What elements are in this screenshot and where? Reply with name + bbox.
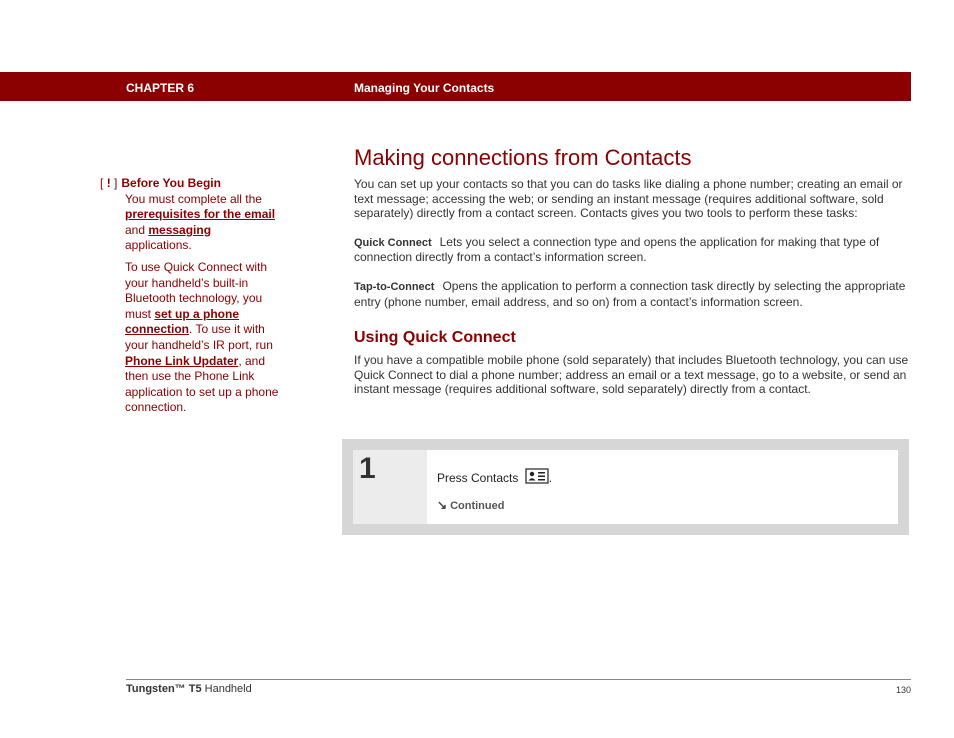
phone-link-updater-link[interactable]: Phone Link Updater (125, 353, 239, 368)
step-number: 1 (359, 452, 376, 485)
tip-alert-icon: [ ! ] (100, 176, 118, 190)
tip-heading (100, 176, 280, 192)
sidebar-tip (100, 176, 280, 422)
quick-connect-paragraph: If you have a compatible mobile phone (sold separately) that includes Bluetooth technology, you can use Quick Connect to dial a phone number; address an email or a text message, go to a website, or send an instant message (requires additional software, sold separately) directly from a contact. (354, 353, 909, 397)
step-number-box (353, 450, 427, 524)
tap-to-connect-definition: Tap-to-Connect Opens the application to perform a connection task directly by selecting the appropriate entry (phone number, email address, and so on) from a contact’s information screen. (354, 278, 906, 309)
messaging-link[interactable]: messaging (148, 222, 212, 237)
tap-to-connect-term: Tap-to-Connect (354, 280, 435, 293)
tip-paragraph-1: You must complete all the prerequisites for the email and messaging applications. (125, 191, 276, 253)
step-card (353, 450, 898, 524)
quick-connect-definition: Quick Connect Lets you select a connection type and opens the application for making that type of connection directly from a contact’s information screen. (354, 234, 880, 265)
page-number: 130 (895, 685, 911, 695)
tip-paragraph-2: To use Quick Connect with your handheld’s built-in Bluetooth technology, you must set up a phone connection. To use it with your handheld’s IR port, run Phone Link Updater, and then use the Phone Link application to set up a phone connection. (125, 259, 279, 415)
footer-divider (126, 679, 911, 680)
set-up-phone-connection-link[interactable]: set up a phone connection (125, 306, 240, 337)
section-title: Managing Your Contacts (354, 81, 495, 95)
footer-product: Tungsten™ T5 Handheld (126, 683, 252, 695)
prerequisites-email-link[interactable]: prerequisites for the email (125, 207, 276, 222)
subheading: Using Quick Connect (354, 329, 516, 347)
contacts-card-icon (525, 468, 549, 487)
intro-paragraph: You can set up your contacts so that you can do tasks like dialing a phone number; creating an email or text message; accessing the web; or sending an instant message (requires additional software, sold separately) directly from a contact screen. Contacts gives you two tools to perform these tasks: (354, 177, 903, 221)
chapter-label: CHAPTER 6 (126, 81, 195, 95)
tip-title: Before You Begin (121, 176, 221, 190)
continued-link[interactable]: ↘ Continued (437, 498, 505, 512)
page-title: Making connections from Contacts (354, 145, 692, 170)
quick-connect-term: Quick Connect (354, 236, 432, 249)
main-content (354, 145, 911, 397)
step-instruction: Press Contacts . (437, 468, 552, 487)
chapter-header-bar (0, 72, 911, 101)
step-panel (342, 439, 909, 535)
arrow-down-right-icon: ↘ (437, 498, 448, 512)
